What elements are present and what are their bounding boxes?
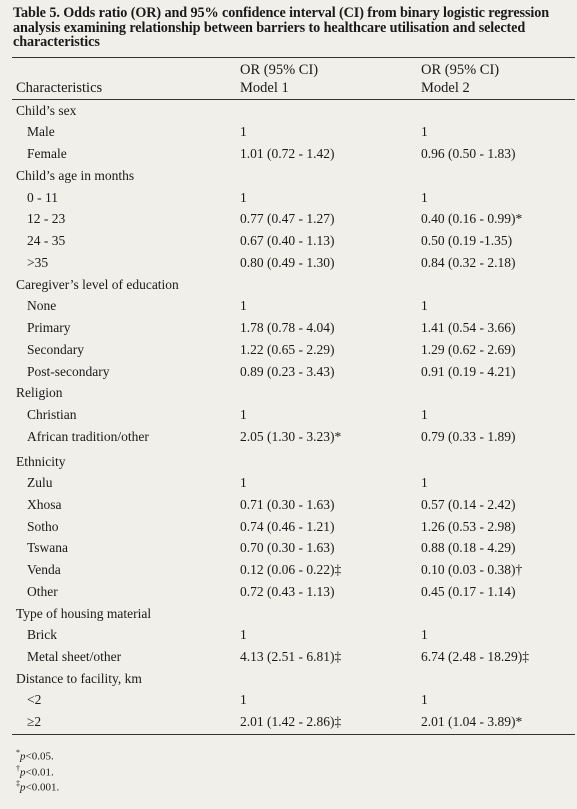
top-rule bbox=[12, 57, 575, 58]
row-label: Metal sheet/other bbox=[27, 649, 122, 664]
footnote-mark: † bbox=[16, 764, 20, 773]
row-label: Secondary bbox=[27, 342, 84, 357]
model1-value: 0.67 (0.40 - 1.13) bbox=[240, 233, 335, 248]
model1-value: 1.01 (0.72 - 1.42) bbox=[240, 146, 335, 161]
category-label: Type of housing material bbox=[16, 606, 152, 621]
footnote-p: p bbox=[20, 750, 26, 763]
model1-value: 0.80 (0.49 - 1.30) bbox=[240, 255, 335, 270]
footnote-mark: ‡ bbox=[16, 779, 20, 788]
row-label: Brick bbox=[27, 627, 57, 642]
model1-value: 1 bbox=[240, 407, 247, 422]
footnote-threshold: <0.001. bbox=[25, 781, 60, 794]
model1-value: 0.70 (0.30 - 1.63) bbox=[240, 540, 335, 555]
model1-value: 1 bbox=[240, 298, 247, 313]
category-label: Caregiver’s level of education bbox=[16, 277, 179, 292]
row-label: >35 bbox=[27, 255, 49, 270]
model2-value: 0.88 (0.18 - 4.29) bbox=[421, 540, 516, 555]
footnote-p: p bbox=[20, 781, 26, 794]
model1-value: 1 bbox=[240, 190, 247, 205]
row-label: Venda bbox=[27, 562, 61, 577]
model2-value: 0.91 (0.19 - 4.21) bbox=[421, 364, 516, 379]
model1-value: 1 bbox=[240, 475, 247, 490]
row-label: Zulu bbox=[27, 475, 53, 490]
row-label: None bbox=[27, 298, 57, 313]
footnote-p: p bbox=[20, 766, 26, 779]
row-label: Post-secondary bbox=[27, 364, 110, 379]
model1-value: 0.89 (0.23 - 3.43) bbox=[240, 364, 335, 379]
model1-value: 0.71 (0.30 - 1.63) bbox=[240, 497, 335, 512]
footnote-mark: * bbox=[16, 748, 20, 757]
model2-value: 1 bbox=[421, 190, 428, 205]
footnote bbox=[16, 777, 59, 795]
model2-value: 6.74 (2.48 - 18.29)‡ bbox=[421, 649, 529, 664]
model2-value: 0.84 (0.32 - 2.18) bbox=[421, 255, 516, 270]
footnote-threshold: <0.01. bbox=[25, 766, 54, 779]
row-label: <2 bbox=[27, 692, 42, 707]
model1-value: 0.72 (0.43 - 1.13) bbox=[240, 584, 335, 599]
model2-value: 1 bbox=[421, 692, 428, 707]
model2-value: 0.57 (0.14 - 2.42) bbox=[421, 497, 516, 512]
model2-value: 0.96 (0.50 - 1.83) bbox=[421, 146, 516, 161]
footnote-threshold: <0.05. bbox=[25, 750, 54, 763]
model2-value: 1 bbox=[421, 298, 428, 313]
row-label: Christian bbox=[27, 407, 77, 422]
model1-value: 1 bbox=[240, 692, 247, 707]
header-model1-name: Model 1 bbox=[240, 80, 289, 96]
model2-value: 1 bbox=[421, 124, 428, 139]
row-label: Male bbox=[27, 124, 55, 139]
category-label: Distance to facility, km bbox=[16, 671, 142, 686]
model1-value: 2.05 (1.30 - 3.23)* bbox=[240, 429, 342, 444]
model1-value: 4.13 (2.51 - 6.81)‡ bbox=[240, 649, 342, 664]
row-label: Xhosa bbox=[27, 497, 62, 512]
model2-value: 1.29 (0.62 - 2.69) bbox=[421, 342, 516, 357]
model2-value: 1.41 (0.54 - 3.66) bbox=[421, 320, 516, 335]
bottom-rule bbox=[12, 734, 575, 735]
model1-value: 1.22 (0.65 - 2.29) bbox=[240, 342, 335, 357]
model1-value: 1.78 (0.78 - 4.04) bbox=[240, 320, 335, 335]
header-characteristics: Characteristics bbox=[16, 80, 103, 96]
row-label: Female bbox=[27, 146, 67, 161]
model2-value: 1 bbox=[421, 627, 428, 642]
row-label: Tswana bbox=[27, 540, 69, 555]
model1-value: 1 bbox=[240, 627, 247, 642]
header-model2-name: Model 2 bbox=[421, 80, 470, 96]
row-label: 0 - 11 bbox=[27, 190, 58, 205]
model1-value: 2.01 (1.42 - 2.86)‡ bbox=[240, 714, 342, 729]
model2-value: 1.26 (0.53 - 2.98) bbox=[421, 519, 516, 534]
table-title: Table 5. Odds ratio (OR) and 95% confidence interval (CI) from binary logistic regression analysis examining relationship between barriers to healthcare utilisation and selected characteristics bbox=[13, 5, 549, 50]
row-label: Primary bbox=[27, 320, 71, 335]
category-label: Ethnicity bbox=[16, 454, 66, 469]
header-model2-metric: OR (95% CI) bbox=[421, 62, 500, 78]
footnote bbox=[16, 746, 54, 764]
model1-value: 0.74 (0.46 - 1.21) bbox=[240, 519, 335, 534]
category-label: Religion bbox=[16, 385, 63, 400]
header-model1-metric: OR (95% CI) bbox=[240, 62, 319, 78]
model1-value: 0.77 (0.47 - 1.27) bbox=[240, 211, 335, 226]
category-label: Child’s age in months bbox=[16, 168, 135, 183]
header-rule bbox=[12, 99, 575, 100]
model2-value: 0.79 (0.33 - 1.89) bbox=[421, 429, 516, 444]
model2-value: 2.01 (1.04 - 3.89)* bbox=[421, 714, 523, 729]
model2-value: 0.40 (0.16 - 0.99)* bbox=[421, 211, 523, 226]
model2-value: 0.50 (0.19 -1.35) bbox=[421, 233, 513, 248]
model1-value: 0.12 (0.06 - 0.22)‡ bbox=[240, 562, 342, 577]
row-label: Sotho bbox=[27, 519, 59, 534]
model2-value: 1 bbox=[421, 407, 428, 422]
model2-value: 1 bbox=[421, 475, 428, 490]
row-label: 24 - 35 bbox=[27, 233, 66, 248]
model2-value: 0.45 (0.17 - 1.14) bbox=[421, 584, 516, 599]
model1-value: 1 bbox=[240, 124, 247, 139]
row-label: Other bbox=[27, 584, 58, 599]
category-label: Child’s sex bbox=[16, 103, 77, 118]
model2-value: 0.10 (0.03 - 0.38)† bbox=[421, 562, 523, 577]
row-label: 12 - 23 bbox=[27, 211, 66, 226]
row-label: ≥2 bbox=[27, 714, 42, 729]
row-label: African tradition/other bbox=[27, 429, 149, 444]
